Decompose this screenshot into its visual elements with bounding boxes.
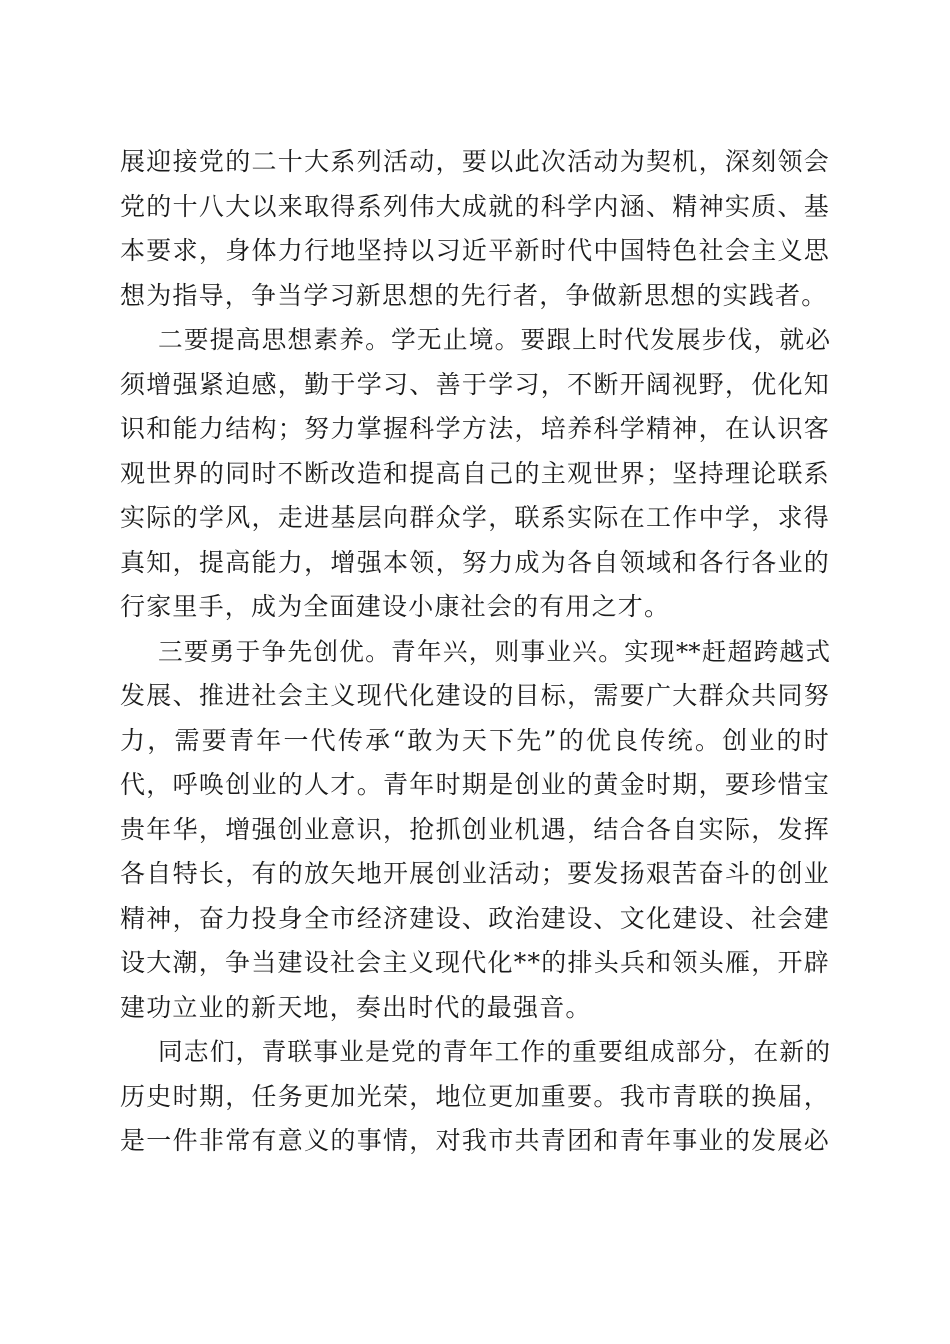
text-line: 代，呼唤创业的人才。青年时期是创业的黄金时期，要珍惜宝	[120, 770, 830, 799]
text-line: 同志们，青联事业是党的青年工作的重要组成部分，在新的	[158, 1037, 830, 1066]
paragraph-4	[120, 1030, 830, 1164]
text-line: 须增强紧迫感，勤于学习、善于学习，不断开阔视野，优化知	[120, 369, 830, 399]
text-line: 识和能力结构；努力掌握科学方法，培养科学精神，在认识客	[120, 414, 830, 443]
text-line: 设大潮，争当建设社会主义现代化**的排头兵和领头雁，开辟	[120, 948, 830, 977]
text-line: 历史时期，任务更加光荣，地位更加重要。我市青联的换届，	[120, 1081, 830, 1111]
text-line: 想为指导，争当学习新思想的先行者，争做新思想的实践者。	[120, 280, 828, 310]
text-line: 力，需要青年一代传承“敢为天下先”的优良传统。创业的时	[120, 725, 830, 755]
text-line: 本要求，身体力行地坚持以习近平新时代中国特色社会主义思	[120, 236, 830, 265]
paragraph-1	[120, 140, 830, 318]
paragraph-2	[120, 318, 830, 630]
text-line: 党的十八大以来取得系列伟大成就的科学内涵、精神实质、基	[120, 191, 830, 221]
text-line: 发展、推进社会主义现代化建设的目标，需要广大群众共同努	[120, 681, 830, 710]
text-line: 精神，奋力投身全市经济建设、政治建设、文化建设、社会建	[120, 903, 830, 933]
text-line: 是一件非常有意义的事情，对我市共青团和青年事业的发展必	[120, 1126, 830, 1155]
text-line: 展迎接党的二十大系列活动，要以此次活动为契机，深刻领会	[120, 147, 830, 176]
text-line: 各自特长，有的放矢地开展创业活动；要发扬艰苦奋斗的创业	[120, 859, 830, 888]
text-line: 真知，提高能力，增强本领，努力成为各自领域和各行各业的	[120, 547, 830, 577]
text-line: 二要提高思想素养。学无止境。要跟上时代发展步伐，就必	[158, 325, 830, 354]
paragraph-3	[120, 630, 830, 1031]
text-line: 观世界的同时不断改造和提高自己的主观世界；坚持理论联系	[120, 458, 830, 488]
text-line: 行家里手，成为全面建设小康社会的有用之才。	[120, 592, 671, 621]
text-line: 三要勇于争先创优。青年兴，则事业兴。实现**赶超跨越式	[158, 636, 830, 666]
text-line: 建功立业的新天地，奏出时代的最强音。	[120, 992, 592, 1022]
text-line: 贵年华，增强创业意识，抢抓创业机遇，结合各自实际，发挥	[120, 814, 830, 844]
document-body	[120, 140, 830, 1164]
text-line: 实际的学风，走进基层向群众学，联系实际在工作中学，求得	[120, 503, 830, 532]
